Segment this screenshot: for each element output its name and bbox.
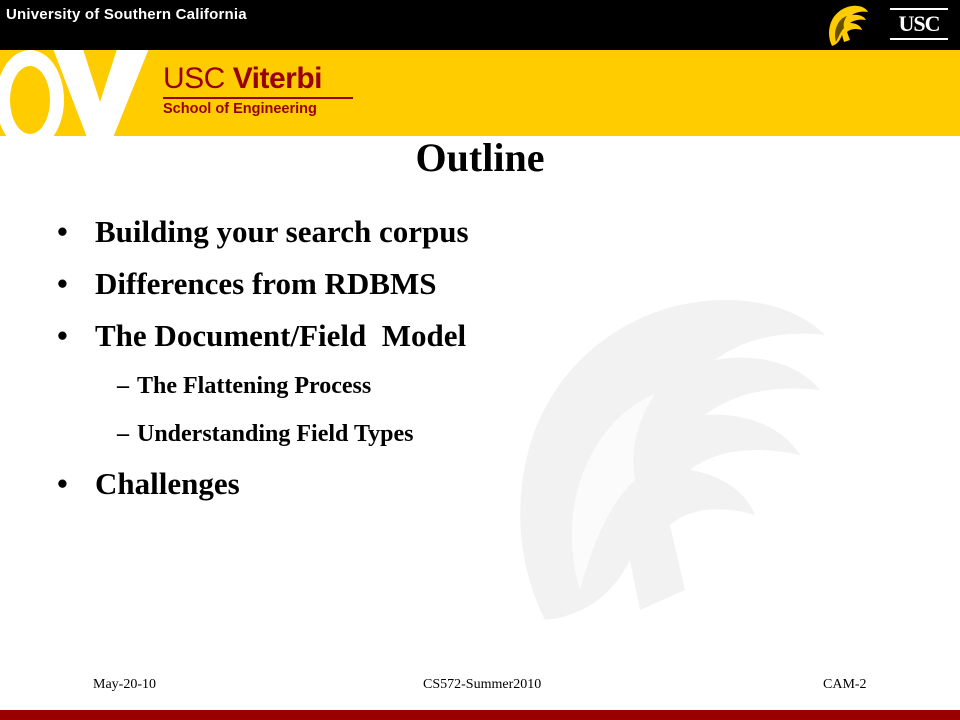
- viterbi-divider: [163, 97, 353, 99]
- viterbi-usc: USC: [163, 62, 225, 95]
- footer-page-number: CAM-2: [823, 677, 867, 692]
- bullet-marker: •: [57, 466, 68, 501]
- list-item: [57, 258, 469, 310]
- sub-list-item-text: Understanding Field Types: [137, 421, 414, 447]
- viterbi-wordmark: [163, 64, 353, 118]
- viterbi-v-icon: [0, 50, 160, 136]
- footer-course: CS572-Summer2010: [423, 677, 542, 692]
- list-item-text: Challenges: [95, 466, 240, 501]
- bottom-bar: [0, 710, 960, 720]
- outline-list: [57, 206, 469, 510]
- trojan-head-icon: [822, 2, 872, 48]
- sub-bullet-marker: –: [117, 373, 129, 399]
- bullet-marker: •: [57, 214, 68, 249]
- slide-title: Outline: [415, 135, 545, 180]
- viterbi-banner: [0, 50, 960, 136]
- university-name: University of Southern California: [6, 6, 247, 23]
- bullet-marker: •: [57, 266, 68, 301]
- viterbi-name: Viterbi: [232, 62, 322, 95]
- sub-bullet-marker: –: [117, 421, 129, 447]
- list-item-text: Building your search corpus: [95, 214, 469, 249]
- footer-date: May-20-10: [93, 677, 156, 692]
- sub-list-item-text: The Flattening Process: [137, 373, 372, 399]
- sub-list-item: [57, 362, 469, 410]
- list-item: [57, 458, 469, 510]
- list-item: [57, 310, 469, 362]
- list-item: [57, 206, 469, 258]
- top-banner: [0, 0, 960, 50]
- usc-logo: USC: [890, 8, 948, 40]
- trojan-watermark-icon: [505, 290, 835, 650]
- list-item-text: Differences from RDBMS: [95, 266, 437, 301]
- sub-list-item: [57, 410, 469, 458]
- viterbi-school: School of Engineering: [163, 101, 317, 117]
- bullet-marker: •: [57, 318, 68, 353]
- list-item-text: The Document/Field Model: [95, 318, 467, 353]
